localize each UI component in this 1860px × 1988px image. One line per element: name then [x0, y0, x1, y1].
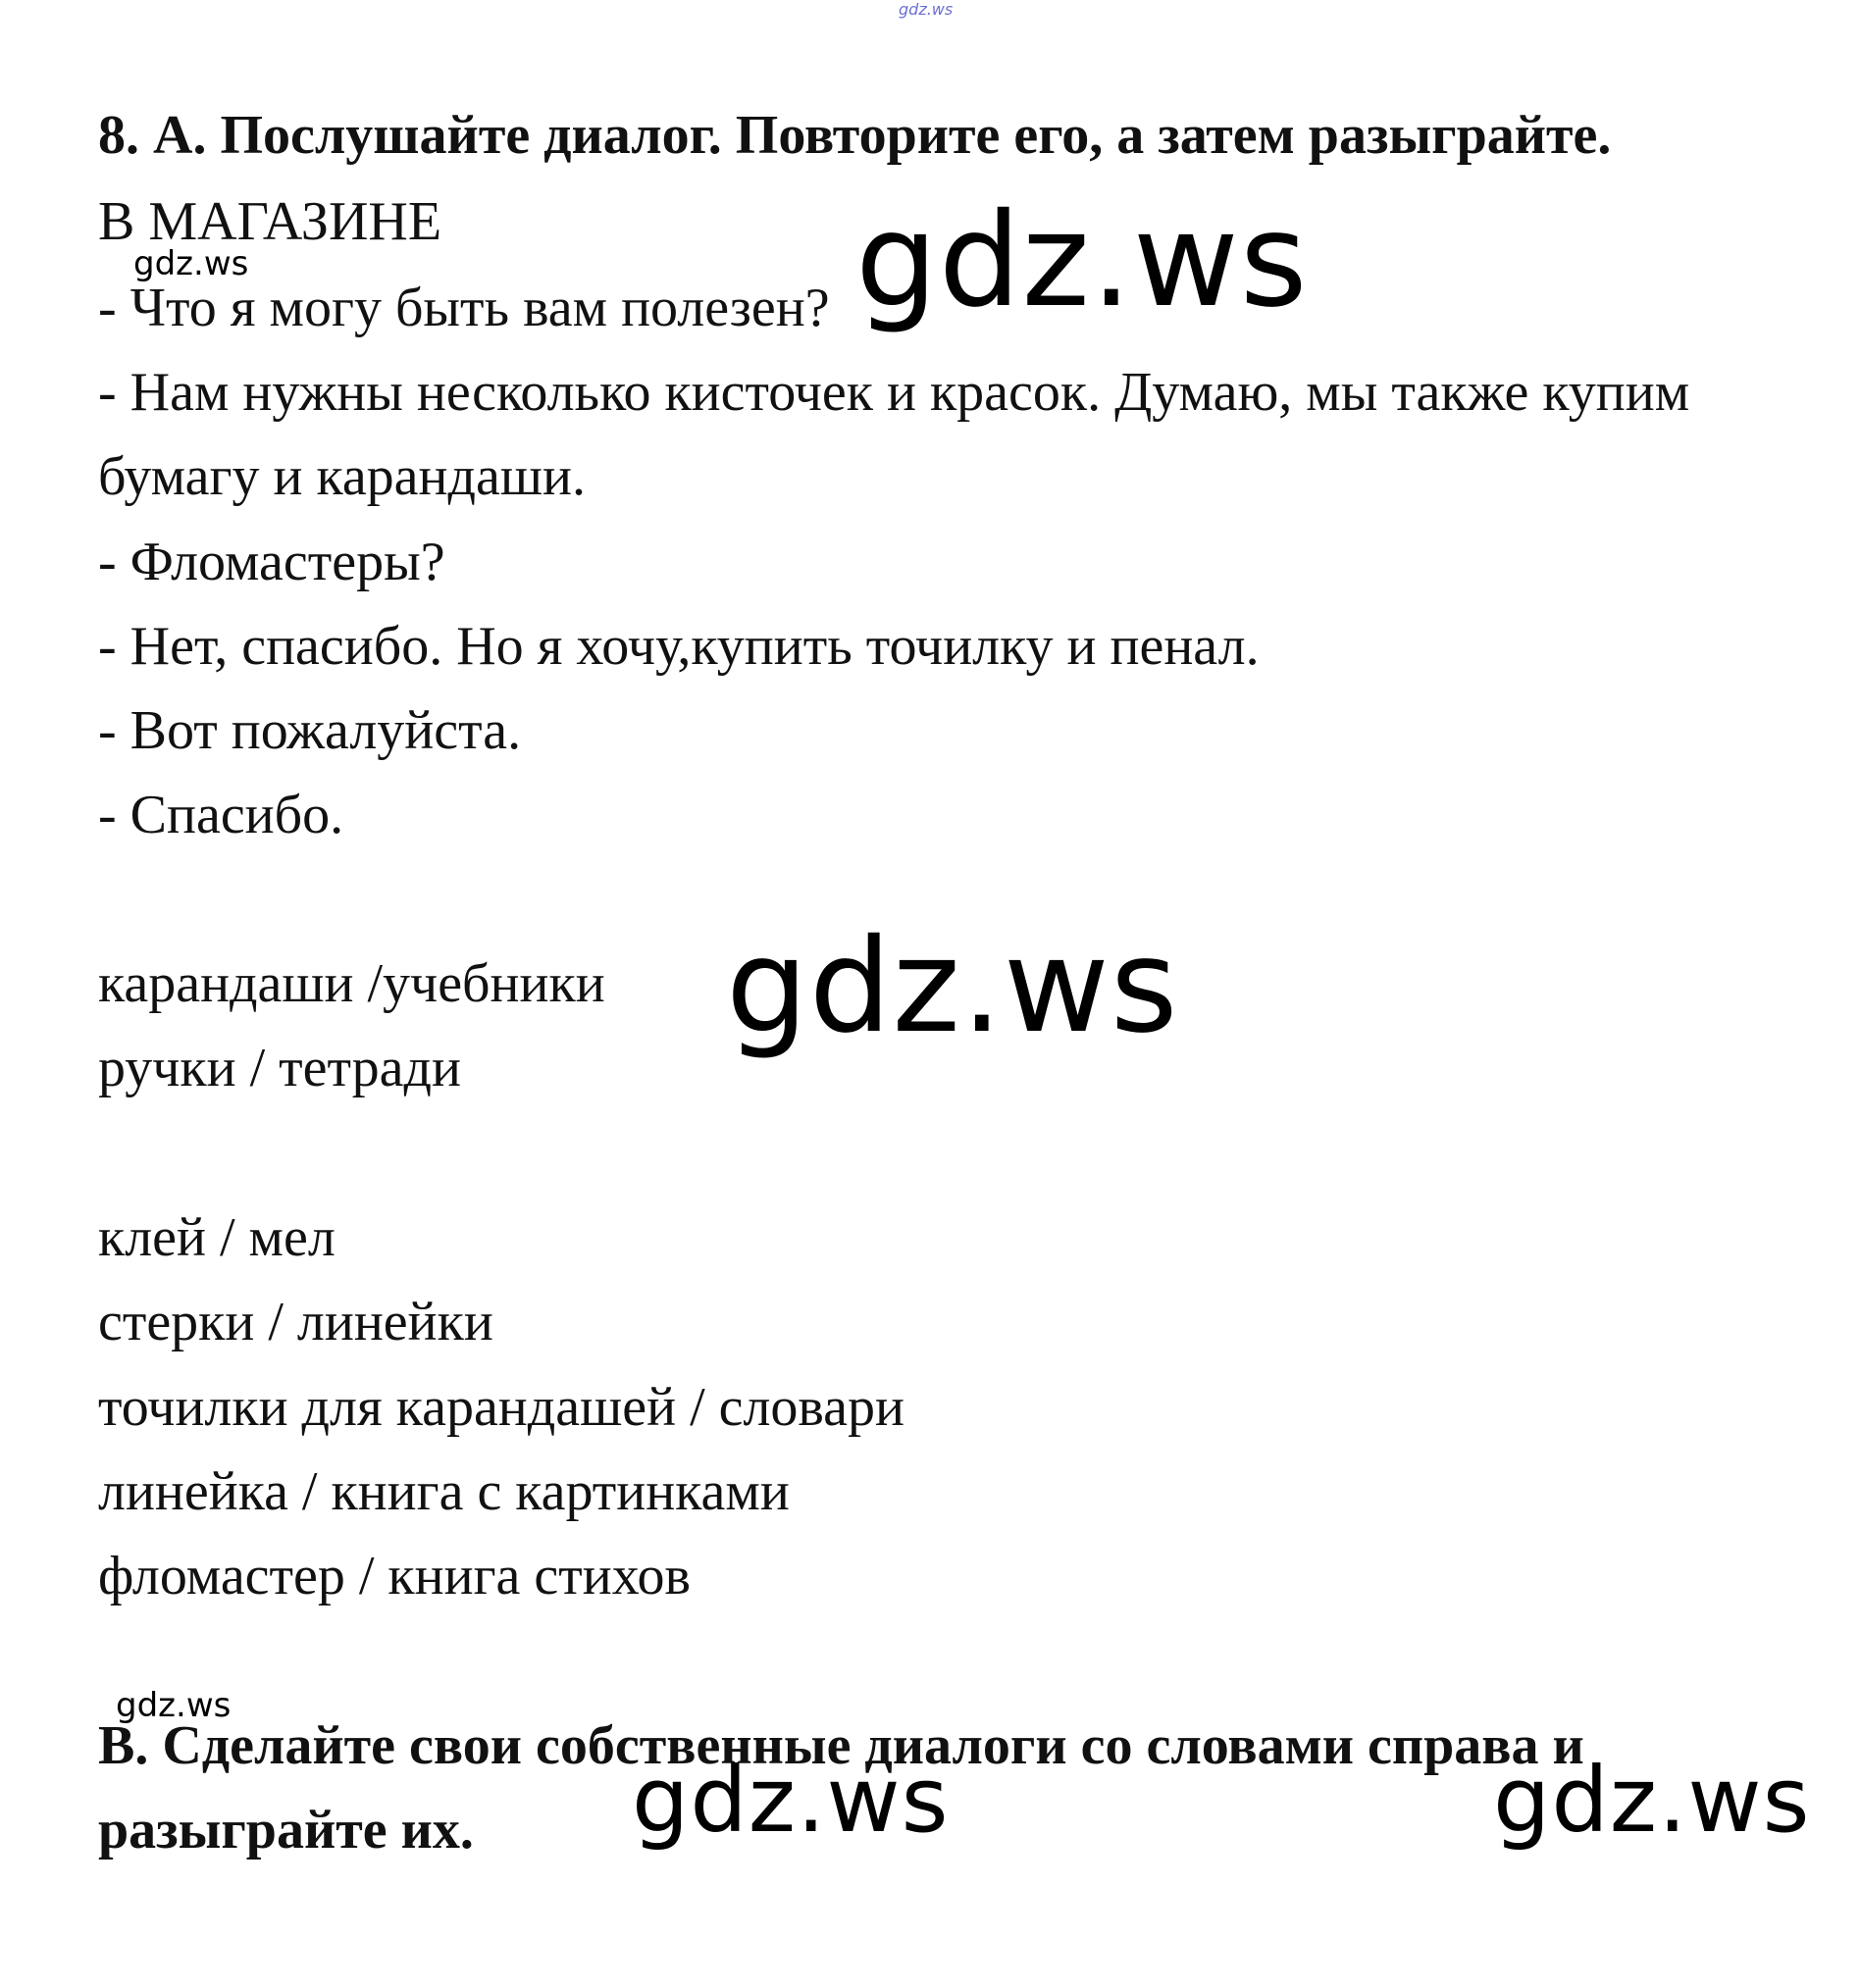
- watermark-large: gdz.ws: [855, 185, 1309, 336]
- watermark-small: gdz.ws: [133, 244, 249, 283]
- watermark-medium: gdz.ws: [1493, 1748, 1811, 1853]
- dialogue-line-7: - Спасибо.: [98, 785, 344, 845]
- task-b-line-2: разыграйте их.: [98, 1800, 474, 1861]
- dialogue-line-4: - Фломастеры?: [98, 532, 445, 592]
- word-pair: ручки / тетради: [98, 1038, 461, 1098]
- word-pair: фломастер / книга стихов: [98, 1546, 691, 1606]
- dialogue-subtitle: В МАГАЗИНЕ: [98, 191, 442, 252]
- dialogue-line-1: - Что я могу быть вам полезен?: [98, 278, 830, 338]
- word-pair: стерки / линейки: [98, 1292, 493, 1352]
- watermark-small: gdz.ws: [116, 1686, 232, 1725]
- word-pair: карандаши /учебники: [98, 953, 605, 1014]
- dialogue-line-6: - Вот пожалуйста.: [98, 700, 522, 761]
- word-pair: клей / мел: [98, 1207, 336, 1268]
- watermark-top-tiny: gdz.ws: [899, 0, 954, 19]
- watermark-medium: gdz.ws: [632, 1748, 950, 1853]
- dialogue-line-5: - Нет, спасибо. Но я хочу,купить точилку и пенал.: [98, 616, 1260, 677]
- dialogue-line-2: - Нам нужны несколько кисточек и красок. Думаю, мы также купим: [98, 362, 1690, 423]
- watermark-large: gdz.ws: [726, 911, 1179, 1062]
- exercise-title: 8. А. Послушайте диалог. Повторите его, а затем разыграйте.: [98, 105, 1612, 166]
- word-pair: точилки для карандашей / словари: [98, 1377, 904, 1438]
- dialogue-line-3: бумагу и карандаши.: [98, 446, 586, 507]
- word-pair: линейка / книга с картинками: [98, 1461, 790, 1522]
- task-b-line-1: В. Сделайте свои собственные диалоги со словами справа и: [98, 1715, 1584, 1776]
